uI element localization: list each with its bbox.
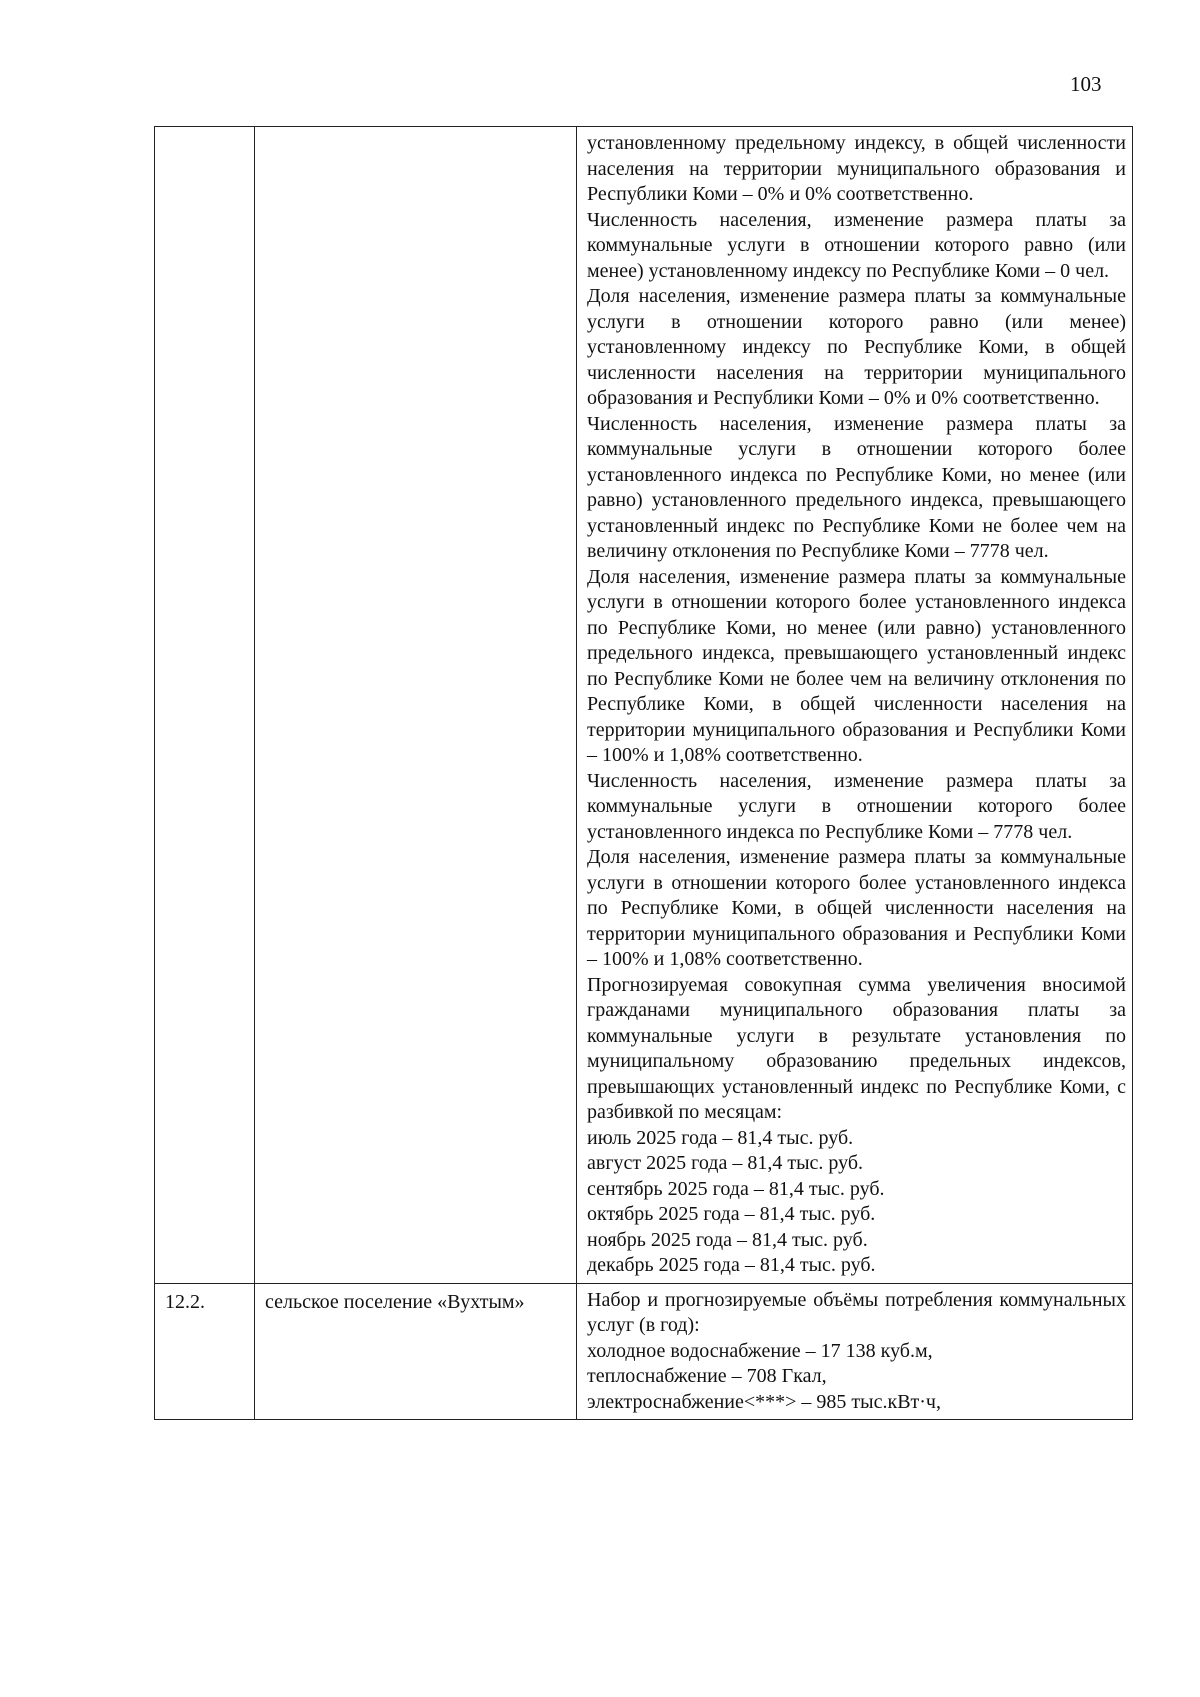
monthly-amount-line: октябрь 2025 года – 81,4 тыс. руб. <box>587 1203 876 1225</box>
consumption-line: холодное водоснабжение – 17 138 куб.м, <box>587 1339 933 1362</box>
row-number-cell: 12.2. <box>155 1283 255 1420</box>
consumption-line: теплоснабжение – 708 Гкал, <box>587 1365 827 1387</box>
row-number-cell <box>155 127 255 1284</box>
paragraph: Набор и прогнозируемые объёмы потребления коммунальных услуг (в год): <box>587 1288 1126 1336</box>
monthly-amount-line: август 2025 года – 81,4 тыс. руб. <box>587 1152 864 1174</box>
monthly-amount-line: июль 2025 года – 81,4 тыс. руб. <box>587 1126 854 1149</box>
description-cell <box>577 1283 1133 1420</box>
monthly-amount-line: сентябрь 2025 года – 81,4 тыс. руб. <box>587 1177 885 1200</box>
monthly-amount-line: ноябрь 2025 года – 81,4 тыс. руб. <box>587 1228 868 1251</box>
document-table <box>154 126 1133 1420</box>
table-row <box>155 127 1133 1284</box>
paragraph: Численность населения, изменение размера платы за коммунальные услуги в отношении которого равно (или менее) установленному индексу по Республике Коми – 0 чел. <box>587 208 1126 282</box>
consumption-line: электроснабжение<***> – 985 тыс.кВт·ч, <box>587 1390 941 1413</box>
paragraph: Доля населения, изменение размера платы за коммунальные услуги в отношении которого равно (или менее) установленному индексу по Республике Коми, в общей численности населения на территории муниципального образования и Республики Коми – 0% и 0% соответственно. <box>587 285 1126 409</box>
paragraph: установленному предельному индексу, в общей численности населения на территории муниципального образования и Республики Коми – 0% и 0% соответственно. <box>587 132 1126 205</box>
municipality-name-cell: сельское поселение «Вухтым» <box>255 1283 577 1420</box>
monthly-amount-line: декабрь 2025 года – 81,4 тыс. руб. <box>587 1254 876 1276</box>
municipality-name-cell <box>255 127 577 1284</box>
paragraph: Доля населения, изменение размера платы за коммунальные услуги в отношении которого более установленного индекса по Республике Коми, в общей численности населения на территории муниципального образования и Республики Коми – 100% и 1,08% соответственно. <box>587 846 1126 970</box>
table-row <box>155 1283 1133 1420</box>
description-cell <box>577 127 1133 1284</box>
paragraph: Численность населения, изменение размера платы за коммунальные услуги в отношении которого более установленного индекса по Республике Коми, но менее (или равно) установленного предельного индекса, превышающего установленный индекс по Республике Коми не более чем на величину отклонения по Республике Коми – 7778 чел. <box>587 412 1126 562</box>
paragraph: Прогнозируемая совокупная сумма увеличения вносимой гражданами муниципального образования платы за коммунальные услуги в результате установления по муниципальному образованию предельных индексов, превышающих установленный индекс по Республике Коми, с разбивкой по месяцам: <box>587 973 1126 1123</box>
page-number: 103 <box>1070 72 1102 96</box>
paragraph: Доля населения, изменение размера платы за коммунальные услуги в отношении которого более установленного индекса по Республике Коми, но менее (или равно) установленного предельного индекса, превышающего установленный индекс по Республике Коми не более чем на величину отклонения по Республике Коми, в общей численности населения на территории муниципального образования и Республики Коми – 100% и 1,08% соответственно. <box>587 565 1126 766</box>
paragraph: Численность населения, изменение размера платы за коммунальные услуги в отношении которого более установленного индекса по Республике Коми – 7778 чел. <box>587 769 1126 843</box>
